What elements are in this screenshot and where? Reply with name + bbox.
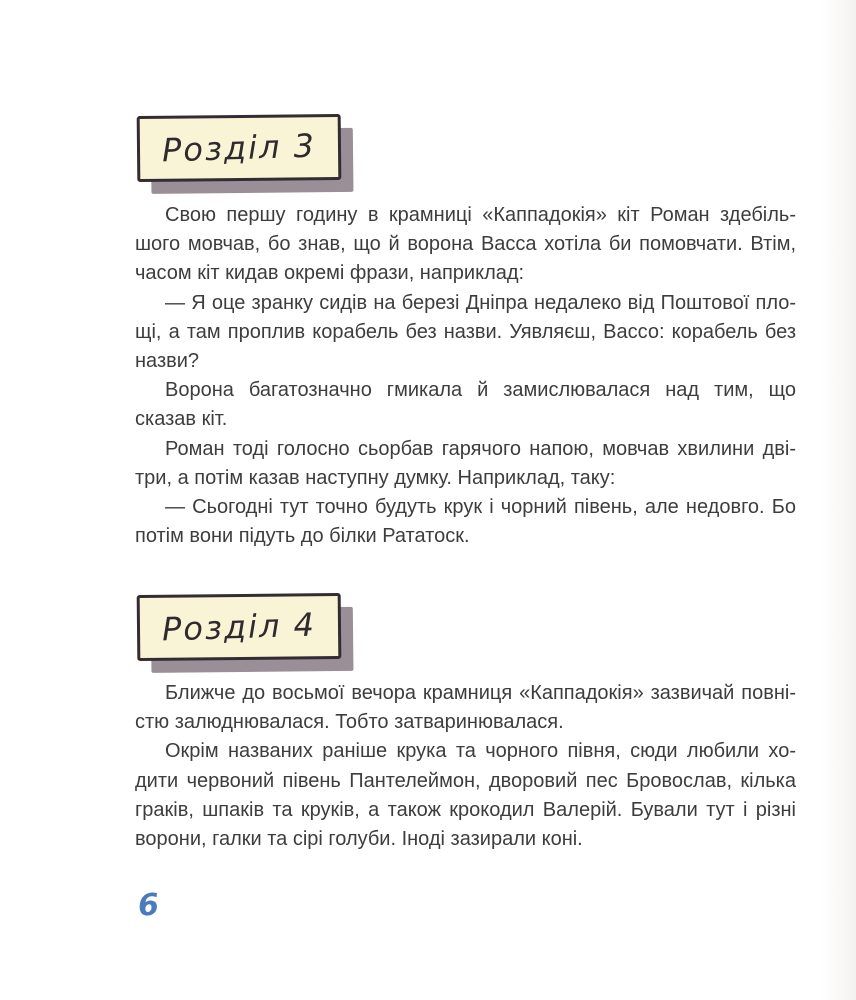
text-line: шого мовчав, бо знав, що й ворона Васса хотіла би помовчати. Втім, <box>135 233 796 256</box>
text-line: стю залюднювалася. Тобто затваринювалася. <box>135 711 564 734</box>
chapter-4-heading: Розділ 4 <box>161 605 317 649</box>
paragraph <box>135 376 796 434</box>
chapter-3-text <box>135 201 796 551</box>
text-line: часом кіт кидав окремі фрази, наприклад: <box>135 262 525 285</box>
paragraph <box>135 289 796 377</box>
text-line: Роман тоді голосно сьорбав гарячого напою, мовчав хвилини дві- <box>165 437 796 460</box>
text-line: граків, шпаків та круків, а також крокодил Валерій. Бували тут і різні <box>135 798 796 821</box>
chapter-4-note <box>137 593 342 661</box>
text-line: ворони, галки та сірі голуби. Іноді зазирали коні. <box>135 828 583 851</box>
text-line: назви? <box>135 350 200 373</box>
text-line: потім вони підуть до білки Рататоск. <box>135 525 470 548</box>
text-line: дити червоний півень Пантелеймон, дворовий пес Бровослав, кілька <box>135 769 796 792</box>
text-line: Ворона багатозначно гмикала й замислювалася над тим, що <box>165 379 796 402</box>
text-line: три, а потім казав наступну думку. Наприклад, таку: <box>135 466 616 489</box>
text-line: сказав кіт. <box>135 408 228 431</box>
text-line: — Я оце зранку сидів на березі Дніпра недалеко від Поштової пло- <box>165 291 796 314</box>
text-line: Окрім названих раніше крука та чорного півня, сюди любили хо- <box>165 740 796 763</box>
paragraph <box>135 737 796 854</box>
paragraph <box>135 493 796 551</box>
chapter-3-note <box>137 114 342 182</box>
text-line: щі, а там проплив корабель без назви. Уявляєш, Вассо: корабель без <box>135 320 796 343</box>
paragraph <box>135 201 796 289</box>
paragraph <box>135 435 796 493</box>
paragraph <box>135 679 796 737</box>
chapter-3-heading: Розділ 3 <box>161 126 317 170</box>
chapter-4-text <box>135 679 796 854</box>
text-line: Свою першу годину в крамниці «Каппадокія» кіт Роман здебіль- <box>165 204 796 226</box>
text-line: — Сьогодні тут точно будуть крук і чорний півень, але недовго. Бо <box>165 496 796 519</box>
page-number: 6 <box>136 887 161 924</box>
text-line: Ближче до восьмої вечора крамниця «Каппадокія» зазвичай повні- <box>165 682 796 704</box>
